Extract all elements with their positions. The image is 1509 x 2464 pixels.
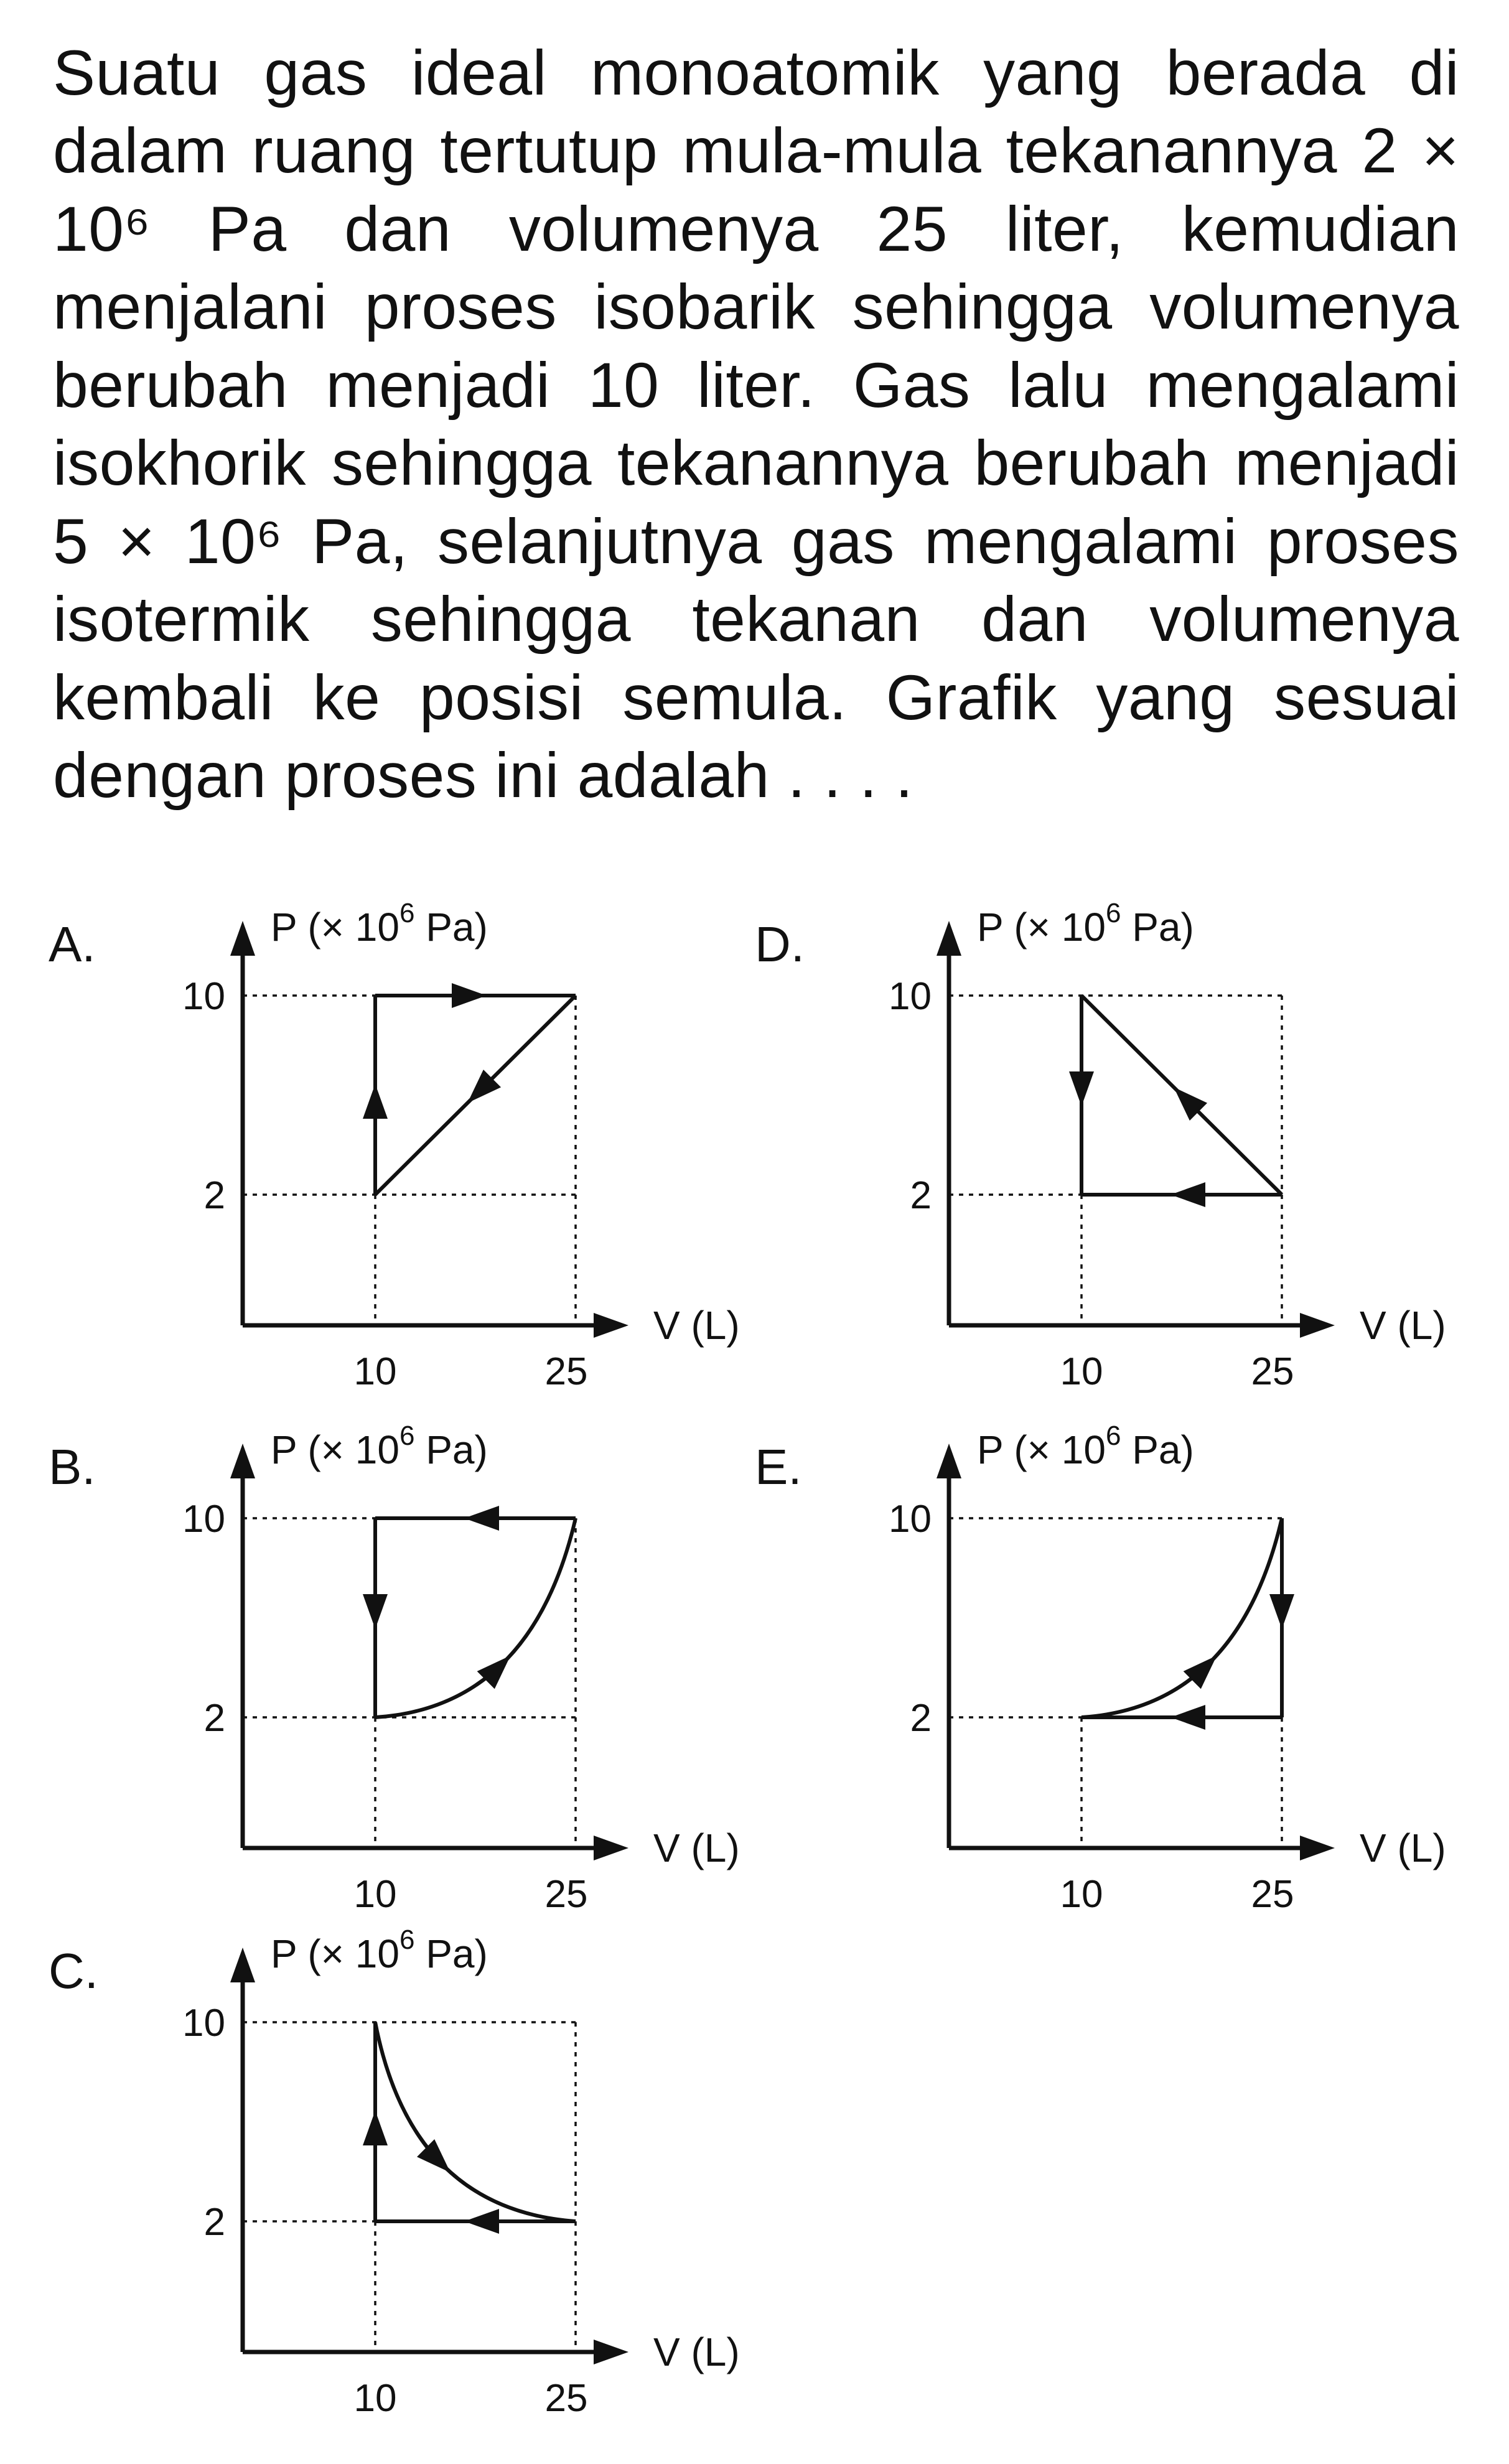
x-tick-label-25: 25: [544, 2377, 588, 2420]
x-tick-label-25: 25: [544, 1350, 588, 1393]
x-tick-label-25: 25: [1251, 1350, 1294, 1393]
pv-chart: [806, 1419, 1446, 1960]
y-tick-label-10: 10: [182, 2002, 225, 2045]
y-axis-title-exp: 6: [399, 1925, 415, 1955]
y-axis-title: [977, 1421, 1194, 1472]
y-tick-label-2: 2: [910, 1697, 932, 1740]
y-axis-title: [271, 1421, 488, 1472]
y-tick-label-10: 10: [889, 975, 932, 1018]
y-axis-title-unit: Pa): [414, 1931, 488, 1976]
y-axis-arrow: [230, 1948, 255, 1982]
process-path-1: [375, 2022, 576, 2221]
pv-chart: [806, 896, 1446, 1437]
process-path-1: [1082, 1518, 1282, 1717]
y-axis-title: [271, 1925, 488, 1976]
x-tick-label-25: 25: [1251, 1873, 1294, 1916]
y-tick-label-10: 10: [182, 1498, 225, 1541]
x-axis-arrow: [594, 1836, 628, 1860]
x-axis-title: V (L): [1360, 1303, 1446, 1348]
process-path-2-arrow: [1170, 1182, 1205, 1207]
process-path-1-arrow: [1069, 1071, 1094, 1106]
x-axis-title: V (L): [653, 1303, 740, 1348]
process-path-3-arrow: [1170, 1705, 1205, 1730]
y-axis-title: [271, 898, 488, 950]
x-axis-title: V (L): [653, 1826, 740, 1870]
y-axis-title-unit: Pa): [414, 1427, 488, 1472]
x-tick-label-10: 10: [353, 1873, 397, 1916]
x-axis-arrow: [1300, 1313, 1335, 1338]
process-path-3: [375, 1518, 576, 1717]
option-letter-d: D.: [755, 917, 805, 972]
y-axis-title-unit: Pa): [1121, 905, 1194, 950]
y-tick-label-2: 2: [203, 1174, 225, 1217]
x-axis-title: V (L): [1360, 1826, 1446, 1870]
y-tick-label-2: 2: [910, 1174, 932, 1217]
y-axis-title-exp: 6: [1105, 1421, 1121, 1451]
option-letter-e: E.: [755, 1439, 802, 1495]
question-text: Suatu gas ideal monoatomik yang berada di dalam ruang tertutup mula-mula tekanannya 2 × 10⁶ Pa dan volumenya 25 liter, kemudian menjalani proses isobarik sehingga volumenya berubah menjadi 10 liter. Gas lalu mengalami isokhorik sehingga tekanannya berubah menjadi 5 × 10⁶ Pa, selanjutnya gas mengalami proses isotermik sehingga tekanan dan volumenya kembali ke posisi semula. Grafik yang sesuai dengan proses ini adalah . . . .: [53, 37, 1459, 811]
option-graph-b: [100, 1419, 740, 1960]
y-axis-title-main: P (× 10: [271, 1931, 399, 1976]
x-axis-arrow: [594, 2340, 628, 2364]
y-axis-title: [977, 898, 1194, 950]
option-letter-b: B.: [49, 1439, 96, 1495]
y-axis-arrow: [230, 921, 255, 956]
y-tick-label-10: 10: [182, 975, 225, 1018]
y-axis-arrow: [937, 1444, 961, 1478]
process-path-2-arrow: [452, 983, 487, 1008]
y-axis-title-unit: Pa): [1121, 1427, 1194, 1472]
y-axis-title-main: P (× 10: [977, 905, 1106, 950]
x-axis-arrow: [1300, 1836, 1335, 1860]
x-tick-label-10: 10: [353, 2377, 397, 2420]
option-graph-a: [100, 896, 740, 1437]
y-axis-title-unit: Pa): [414, 905, 488, 950]
y-axis-arrow: [937, 921, 961, 956]
process-path-2-arrow: [464, 2209, 499, 2234]
x-axis-arrow: [594, 1313, 628, 1338]
process-path-1-arrow: [464, 1506, 499, 1531]
y-axis-title-main: P (× 10: [271, 905, 399, 950]
y-tick-label-10: 10: [889, 1498, 932, 1541]
pv-chart: [100, 896, 740, 1437]
process-path-2-arrow: [363, 1594, 388, 1629]
x-tick-label-10: 10: [1060, 1873, 1103, 1916]
option-letter-a: A.: [49, 917, 96, 972]
option-graph-c: [100, 1923, 740, 2464]
x-tick-label-10: 10: [353, 1350, 397, 1393]
option-graph-d: [806, 896, 1446, 1437]
y-axis-title-main: P (× 10: [977, 1427, 1106, 1472]
process-path-3-arrow: [363, 2111, 388, 2145]
y-tick-label-2: 2: [203, 2201, 225, 2244]
y-axis-title-exp: 6: [1105, 898, 1121, 928]
y-tick-label-2: 2: [203, 1697, 225, 1740]
y-axis-arrow: [230, 1444, 255, 1478]
y-axis-title-exp: 6: [399, 898, 415, 928]
x-axis-title: V (L): [653, 2330, 740, 2374]
process-path-2-arrow: [1269, 1594, 1294, 1629]
y-axis-title-main: P (× 10: [271, 1427, 399, 1472]
y-axis-title-exp: 6: [399, 1421, 415, 1451]
process-path-1-arrow: [363, 1084, 388, 1119]
option-graph-e: [806, 1419, 1446, 1960]
pv-chart: [100, 1923, 740, 2464]
x-tick-label-25: 25: [544, 1873, 588, 1916]
x-tick-label-10: 10: [1060, 1350, 1103, 1393]
pv-chart: [100, 1419, 740, 1960]
option-letter-c: C.: [49, 1943, 98, 1999]
